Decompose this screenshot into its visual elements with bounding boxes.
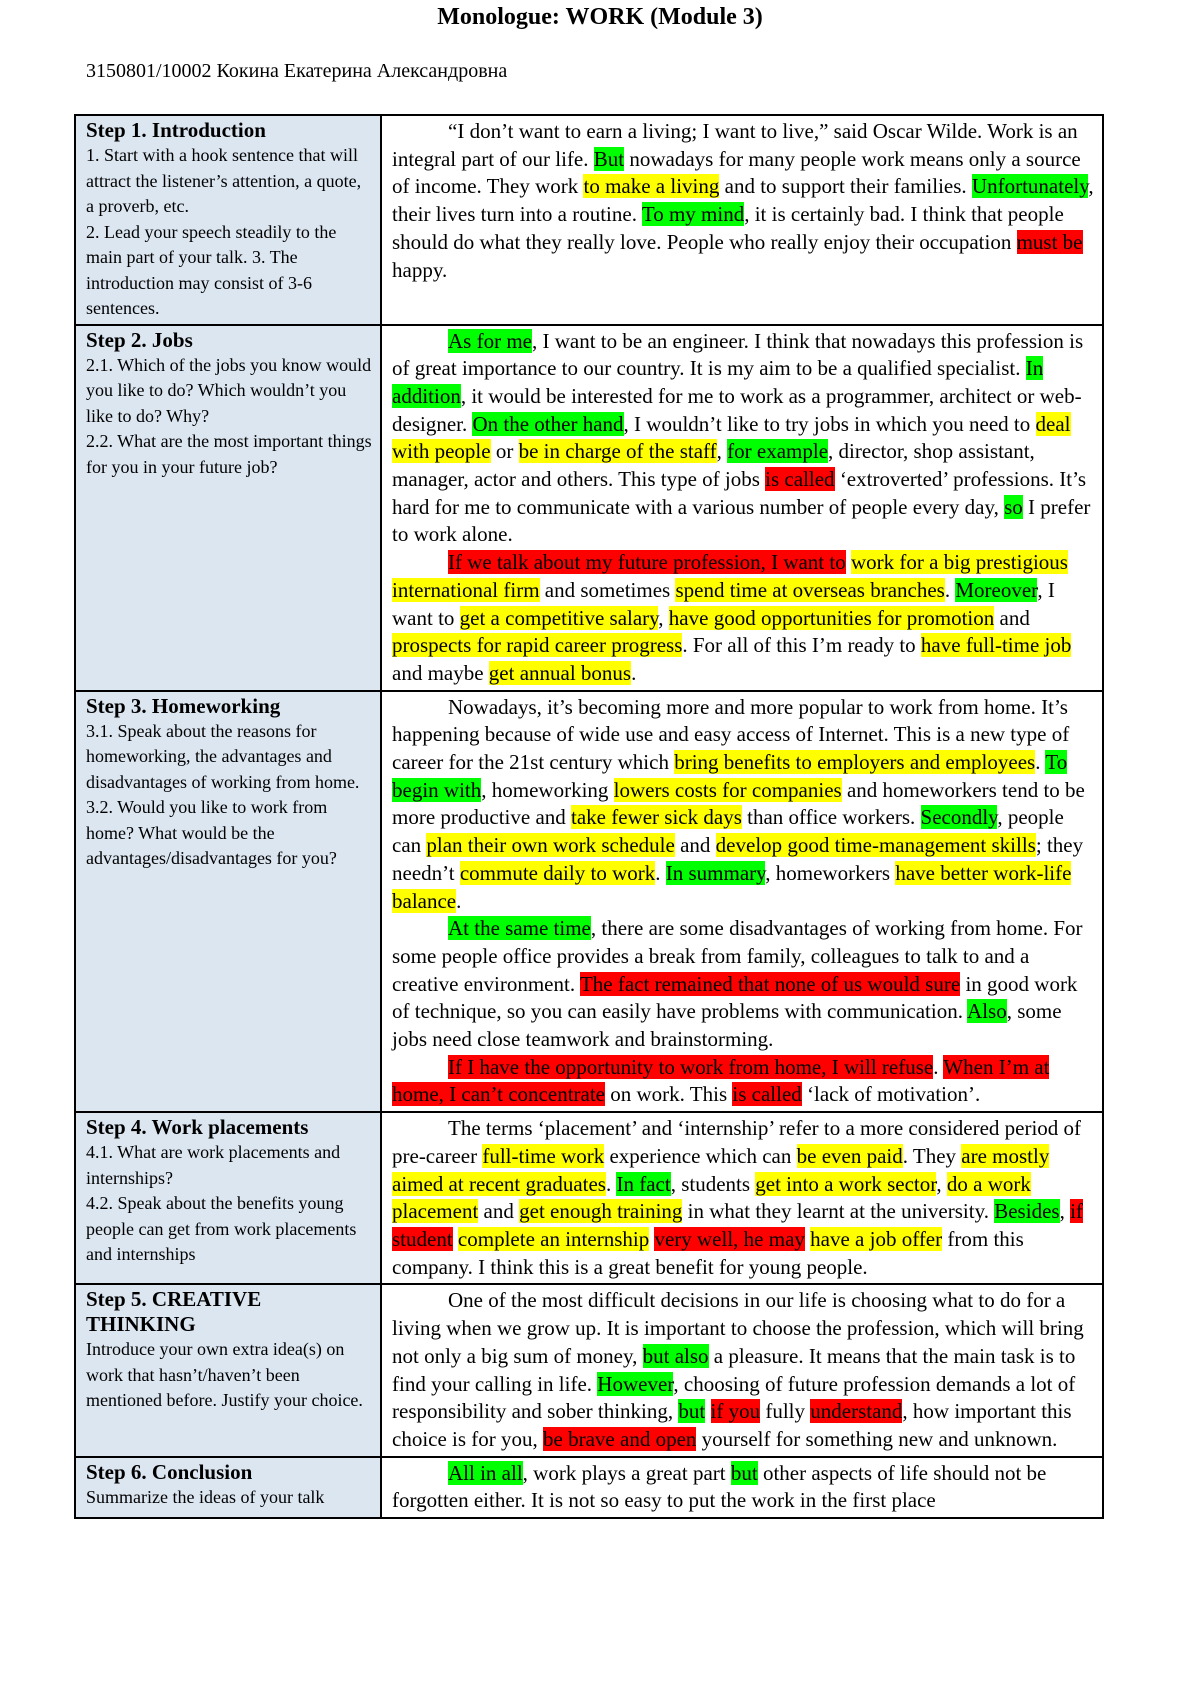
- highlight-green: In fact: [616, 1171, 671, 1196]
- step-row: [75, 1112, 1103, 1284]
- monologue-text-cell: [381, 115, 1103, 325]
- text-segment: ,: [936, 1171, 947, 1196]
- text-segment: .: [456, 888, 462, 913]
- monologue-paragraph: [392, 118, 1094, 284]
- text-segment: One of the most difficult decisions in our life is choosing what to do for a living when we grow up. It is important to choose the profession, which will bring not only a big sum of money,: [392, 1288, 1084, 1368]
- text-segment: than office workers.: [741, 805, 921, 830]
- highlight-green: To begin with: [392, 750, 1068, 802]
- step-instruction: 2.2. What are the most important things for you in your future job?: [86, 431, 372, 477]
- step-instructions-cell: [75, 115, 381, 325]
- step-row: [75, 325, 1103, 691]
- text-segment: Nowadays, it’s becoming more and more popular to work from home. It’s happening because of wide use and easy access of Internet. This is a new type of career for the 21st century which: [392, 694, 1070, 775]
- highlight-red: When I’m at home, I can’t concentrate: [392, 1054, 1050, 1107]
- text-segment: in what they learnt at the university.: [682, 1199, 995, 1224]
- highlight-yellow: lowers costs for companies: [613, 777, 842, 802]
- step-title: Step 6. Conclusion: [86, 1459, 253, 1484]
- highlight-green: Besides: [994, 1199, 1060, 1224]
- text-segment: .: [655, 860, 666, 885]
- text-segment: fully: [760, 1399, 811, 1424]
- highlight-green: To my mind: [641, 202, 745, 227]
- highlight-yellow: to make a living: [583, 174, 720, 199]
- step-instruction: 4.2. Speak about the benefits young people can get from work placements and internships: [86, 1193, 357, 1265]
- text-segment: and homeworkers tend to be more productive and: [392, 777, 1085, 830]
- highlight-red: be brave and open: [543, 1426, 697, 1451]
- author-line: 3150801/10002 Кокина Екатерина Александровна: [86, 60, 508, 82]
- monologue-paragraph: [392, 328, 1094, 550]
- text-segment: a pleasure. It means that the main task is to find your calling in life.: [392, 1343, 1076, 1396]
- text-segment: , homeworking: [481, 777, 614, 802]
- highlight-green: In addition: [392, 356, 1044, 408]
- highlight-red: If we talk about my future profession, I want to: [448, 550, 846, 575]
- highlight-yellow: bring benefits to employers and employees: [674, 750, 1036, 775]
- highlight-green: As for me: [448, 328, 532, 353]
- monologue-text-cell: [381, 325, 1103, 691]
- text-segment: , work plays a great part: [522, 1460, 731, 1485]
- monologue-text-cell: [381, 1457, 1103, 1518]
- text-segment: and: [994, 605, 1030, 630]
- highlight-yellow: get annual bonus: [488, 660, 632, 685]
- text-segment: , people can: [392, 805, 1064, 858]
- step-instruction: 2. Lead your speech steadily to the main part of your talk. 3. The introduction may consist of 3-6 sentences.: [86, 221, 337, 318]
- step-instruction: Introduce your own extra idea(s) on work that hasn’t/haven’t been mentioned before. Justify your choice.: [86, 1339, 363, 1411]
- step-instructions-cell: [75, 1284, 381, 1456]
- step-title: Step 4. Work placements: [86, 1115, 309, 1140]
- highlight-yellow: full-time work: [482, 1143, 605, 1168]
- highlight-green: Moreover: [955, 577, 1038, 602]
- text-segment: .: [631, 660, 637, 685]
- text-segment: experience which can: [604, 1143, 797, 1168]
- highlight-yellow: get enough training: [519, 1199, 683, 1224]
- highlight-red: is called: [765, 467, 835, 492]
- text-segment: ‘lack of motivation’.: [801, 1082, 981, 1107]
- text-segment: and to support their families.: [719, 174, 972, 199]
- text-segment: ; they needn’t: [392, 833, 1084, 885]
- highlight-red: The fact remained that none of us would sure: [579, 971, 961, 996]
- text-segment: and: [674, 833, 716, 858]
- step-instruction: 4.1. What are work placements and internships?: [86, 1142, 341, 1188]
- highlight-green: All in all: [448, 1460, 523, 1485]
- highlight-green: However: [597, 1371, 674, 1396]
- highlight-yellow: prospects for rapid career progress: [392, 633, 683, 658]
- highlight-yellow: have full-time job: [920, 633, 1072, 658]
- highlight-yellow: complete an internship: [457, 1227, 650, 1251]
- text-segment: and: [478, 1199, 520, 1224]
- text-segment: . They: [902, 1143, 962, 1168]
- text-segment: I prefer to work alone.: [392, 494, 1091, 547]
- text-segment: , it would be interested for me to work as a programmer, architect or web-designer.: [392, 383, 1082, 436]
- text-segment: , I wouldn’t like to try jobs in which you need to: [623, 411, 1036, 436]
- text-segment: “I don’t want to earn a living; I want to live,” said Oscar Wilde. Work is an integral part of our life.: [392, 119, 1078, 171]
- step-instruction: 3.2. Would you like to work from home? What would be the advantages/disadvantages for you?: [86, 797, 337, 869]
- text-segment: ‘extroverted’ professions. It’s hard for me to communicate with a various number of people every day,: [392, 467, 1087, 519]
- monologue-paragraph: [392, 694, 1094, 916]
- text-segment: ,: [716, 439, 728, 464]
- monologue-paragraph: [392, 915, 1094, 1054]
- highlight-yellow: do a work placement: [392, 1171, 1031, 1224]
- text-segment: happy.: [392, 257, 448, 282]
- highlight-green: so: [1004, 494, 1023, 519]
- step-title: Step 3. Homeworking: [86, 693, 281, 718]
- text-segment: , I want to be an engineer. I think that nowadays this profession is of great importance to our country. It is my aim to be a qualified specialist.: [392, 328, 1084, 381]
- highlight-red: very well, he may: [654, 1227, 805, 1251]
- text-segment: ,: [1059, 1199, 1071, 1224]
- text-segment: , it is certainly bad. I think that people should do what they really love. People who really enjoy their occupation: [392, 202, 1064, 254]
- text-segment: , choosing of future profession demands a lot of responsibility and sober thinking,: [392, 1371, 1076, 1424]
- text-segment: , their lives turn into a routine.: [392, 174, 1094, 227]
- text-segment: other aspects of life should not be forgotten either. It is not so easy to put the work in the first place: [392, 1460, 1047, 1513]
- monologue-paragraph: [392, 1287, 1094, 1453]
- monologue-paragraph: [392, 549, 1094, 688]
- text-segment: . For all of this I’m ready to: [682, 633, 921, 658]
- step-row: [75, 1284, 1103, 1456]
- step-instruction: 2.1. Which of the jobs you know would you like to do? Which wouldn’t you like to do? Why?: [86, 354, 372, 426]
- step-title: Step 5. CREATIVE THINKING: [86, 1287, 262, 1337]
- text-segment: .: [944, 577, 956, 602]
- text-segment: , there are some disadvantages of working from home. For some people office provides a break from family, colleagues to talk to and a creative environment.: [392, 916, 1083, 996]
- text-segment: , some jobs need close teamwork and brainstorming.: [392, 999, 1062, 1052]
- monologue-paragraph: [392, 1115, 1094, 1281]
- text-segment: on work. This: [605, 1082, 733, 1107]
- highlight-yellow: be in charge of the staff: [518, 439, 717, 464]
- highlight-yellow: have a job offer: [810, 1227, 943, 1251]
- text-segment: , how important this choice is for you,: [392, 1399, 1072, 1451]
- step-instruction: 1. Start with a hook sentence that will attract the listener’s attention, a quote, a proverb, etc.: [86, 145, 362, 216]
- highlight-red: is called: [732, 1082, 802, 1107]
- text-segment: ,: [658, 605, 669, 630]
- step-instructions-cell: [75, 691, 381, 1113]
- step-instructions-cell: [75, 325, 381, 691]
- highlight-yellow: spend time at overseas branches: [675, 577, 945, 602]
- highlight-yellow: get into a work sector: [755, 1171, 937, 1196]
- step-row: [75, 691, 1103, 1113]
- monologue-text-cell: [381, 691, 1103, 1113]
- highlight-yellow: take fewer sick days: [571, 805, 742, 830]
- text-segment: , homeworkers: [765, 860, 896, 885]
- step-row: [75, 115, 1103, 325]
- text-segment: or: [490, 439, 519, 464]
- highlight-yellow: have good opportunities for promotion: [668, 605, 995, 630]
- highlight-red: if student: [392, 1199, 1083, 1251]
- monologue-paragraph: [392, 1054, 1094, 1109]
- highlight-yellow: are mostly aimed at recent graduates: [392, 1143, 1050, 1196]
- text-segment: from this company. I think this is a great benefit for young people.: [392, 1227, 1024, 1279]
- step-instruction: 3.1. Speak about the reasons for homeworking, the advantages and disadvantages of working from home.: [86, 720, 360, 792]
- highlight-red: if you: [710, 1399, 761, 1424]
- text-segment: .: [933, 1054, 944, 1079]
- highlight-yellow: get a competitive salary: [459, 605, 659, 630]
- highlight-green: But: [593, 146, 625, 171]
- highlight-yellow: work for a big prestigious international firm: [392, 550, 1068, 602]
- text-segment: , I want to: [392, 577, 1055, 630]
- text-segment: and sometimes: [539, 577, 676, 602]
- highlight-green: for example: [727, 439, 829, 464]
- highlight-green: but: [730, 1460, 758, 1485]
- highlight-green: At the same time: [448, 916, 591, 941]
- text-segment: [705, 1399, 710, 1423]
- highlight-green: Secondly: [920, 805, 998, 830]
- step-instructions-cell: [75, 1112, 381, 1284]
- highlight-yellow: develop good time-management skills: [715, 833, 1036, 858]
- highlight-yellow: plan their own work schedule: [426, 833, 675, 858]
- text-segment: in good work of technique, so you can easily have problems with communication.: [392, 971, 1078, 1024]
- step-title: Step 2. Jobs: [86, 327, 193, 352]
- text-segment: nowadays for many people work means only a source of income. They work: [392, 146, 1081, 199]
- highlight-red: must be: [1016, 229, 1083, 254]
- highlight-yellow: be even paid: [796, 1143, 903, 1168]
- highlight-green: On the other hand: [472, 411, 624, 436]
- text-segment: , students: [670, 1171, 756, 1196]
- highlight-red: understand: [810, 1399, 903, 1424]
- highlight-red: If I have the opportunity to work from home, I will refuse: [448, 1054, 934, 1079]
- highlight-green: In summary: [665, 860, 766, 885]
- highlight-yellow: commute daily to work: [459, 860, 656, 885]
- step-instruction: Summarize the ideas of your talk: [86, 1486, 325, 1507]
- highlight-green: but: [678, 1399, 706, 1424]
- monologue-paragraph: [392, 1460, 1094, 1515]
- text-segment: The terms ‘placement’ and ‘internship’ refer to a more considered period of pre-career: [392, 1116, 1082, 1168]
- text-segment: .: [1035, 750, 1046, 775]
- highlight-green: but also: [642, 1343, 709, 1368]
- step-title: Step 1. Introduction: [86, 118, 266, 142]
- text-segment: .: [605, 1171, 617, 1196]
- document-title: Monologue: WORK (Module 3): [437, 4, 763, 30]
- highlight-green: Also: [967, 999, 1007, 1024]
- highlight-green: Unfortunately: [971, 174, 1089, 199]
- text-segment: yourself for something new and unknown.: [696, 1426, 1058, 1451]
- text-segment: , director, shop assistant, manager, actor and others. This type of jobs: [392, 439, 1035, 492]
- step-instructions-cell: [75, 1457, 381, 1518]
- monologue-text-cell: [381, 1112, 1103, 1284]
- monologue-text-cell: [381, 1284, 1103, 1456]
- text-segment: and maybe: [392, 660, 489, 685]
- monologue-table: [74, 114, 1104, 1519]
- highlight-yellow: have better work-life balance: [392, 860, 1072, 913]
- highlight-yellow: deal with people: [392, 411, 1071, 464]
- step-row: [75, 1457, 1103, 1518]
